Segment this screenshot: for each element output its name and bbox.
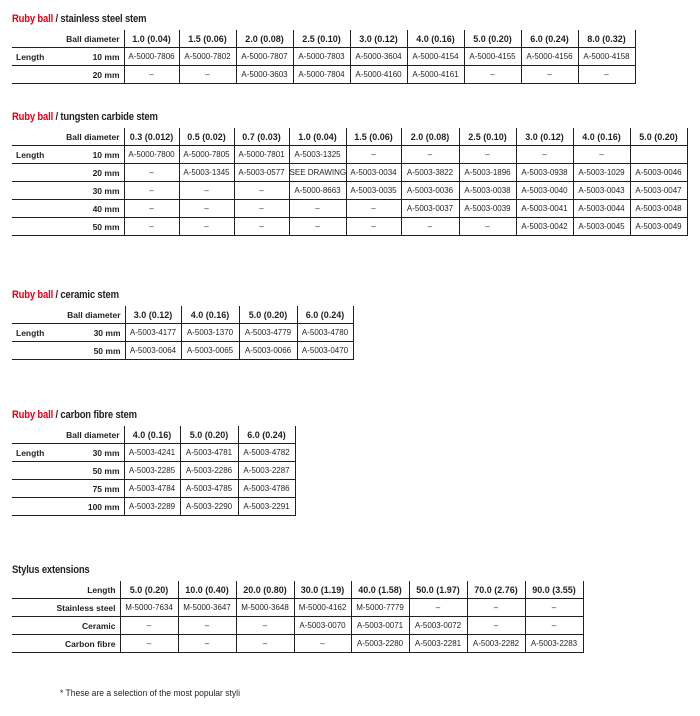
part-number-cell: A-5003-0038: [459, 182, 516, 200]
part-number-cell: A-5003-0938: [516, 164, 573, 182]
column-header: 1.0 (0.04): [289, 128, 346, 146]
column-header: 1.5 (0.06): [179, 30, 236, 48]
length-label: [12, 342, 58, 360]
part-number-cell: –: [179, 66, 236, 84]
part-number-cell: –: [467, 617, 525, 635]
length-label: Length: [12, 146, 58, 164]
length-label: [12, 218, 58, 236]
column-header: 3.0 (0.12): [350, 30, 407, 48]
row-length: 30 mm: [58, 182, 124, 200]
part-number-cell: M-5000-4162: [294, 599, 351, 617]
part-number-cell: A-5000-8663: [289, 182, 346, 200]
part-number-cell: A-5000-7806: [124, 48, 179, 66]
table-row: [12, 182, 687, 200]
part-number-cell: –: [234, 182, 289, 200]
part-number-cell: A-5003-0043: [573, 182, 630, 200]
row-length: 10 mm: [58, 48, 124, 66]
table-row: [12, 48, 635, 66]
column-header: 4.0 (0.16): [407, 30, 464, 48]
row-length: 100 mm: [58, 498, 124, 516]
length-label: [12, 480, 58, 498]
row-length: 30 mm: [58, 324, 125, 342]
part-number-cell: A-5003-2282: [467, 635, 525, 653]
column-header: 0.7 (0.03): [234, 128, 289, 146]
part-number-cell: A-5000-7803: [293, 48, 350, 66]
column-header: 2.0 (0.08): [401, 128, 459, 146]
part-number-cell: –: [578, 66, 635, 84]
part-number-cell: A-5003-4779: [239, 324, 297, 342]
title-highlight: Ruby ball: [12, 13, 54, 25]
part-number-cell: A-5003-0039: [459, 200, 516, 218]
section-title: Stylus extensions: [12, 564, 90, 576]
part-number-cell: –: [525, 617, 583, 635]
corner-label: Ball diameter: [66, 33, 120, 44]
column-header: 4.0 (0.16): [573, 128, 630, 146]
part-number-cell: –: [178, 635, 236, 653]
title-highlight: Ruby ball: [12, 111, 54, 123]
part-number-cell: –: [178, 617, 236, 635]
part-number-cell: A-5000-7805: [179, 146, 234, 164]
part-number-cell: A-5003-4241: [124, 444, 180, 462]
part-number-cell: M-5000-7634: [120, 599, 178, 617]
part-number-cell: A-5003-0071: [351, 617, 409, 635]
table-row: [12, 218, 687, 236]
part-number-cell: A-5003-2289: [124, 498, 180, 516]
part-number-cell: A-5000-4160: [350, 66, 407, 84]
header-row: [12, 426, 295, 444]
row-length: 20 mm: [58, 164, 124, 182]
table-row: [12, 617, 583, 635]
length-label: Length: [12, 48, 58, 66]
column-header: 4.0 (0.16): [181, 306, 239, 324]
parts-table: [12, 128, 688, 236]
part-number-cell: A-5003-4785: [180, 480, 238, 498]
part-number-cell: –: [573, 146, 630, 164]
row-length: 10 mm: [58, 146, 124, 164]
length-label: [12, 66, 58, 84]
part-number-cell: A-5003-0066: [239, 342, 297, 360]
column-header: 50.0 (1.97): [409, 581, 467, 599]
part-number-cell: –: [294, 635, 351, 653]
column-header: 6.0 (0.24): [238, 426, 295, 444]
part-number-cell: –: [120, 617, 178, 635]
row-length: 50 mm: [58, 462, 124, 480]
part-number-cell: –: [234, 218, 289, 236]
part-number-cell: A-5003-0040: [516, 182, 573, 200]
column-header: 0.3 (0.012): [124, 128, 179, 146]
table-row: [12, 480, 295, 498]
part-number-cell: A-5000-7804: [293, 66, 350, 84]
part-number-cell: –: [459, 146, 516, 164]
column-header: 5.0 (0.20): [180, 426, 238, 444]
part-number-cell: –: [464, 66, 521, 84]
part-number-cell: M-5000-3648: [236, 599, 294, 617]
part-number-cell: –: [289, 200, 346, 218]
part-number-cell: A-5003-0048: [630, 200, 687, 218]
column-header: 4.0 (0.16): [124, 426, 180, 444]
part-number-cell: SEE DRAWING: [289, 164, 346, 182]
part-number-cell: A-5003-0037: [401, 200, 459, 218]
section-ruby-ceramic: [12, 289, 354, 360]
row-length: Stainless steel: [12, 599, 120, 617]
part-number-cell: –: [179, 182, 234, 200]
table-row: [12, 462, 295, 480]
part-number-cell: –: [346, 218, 401, 236]
part-number-cell: A-5003-0070: [294, 617, 351, 635]
header-row: [12, 30, 635, 48]
part-number-cell: A-5003-1345: [179, 164, 234, 182]
table-row: [12, 66, 635, 84]
section-title: [12, 408, 256, 422]
part-number-cell: A-5003-4781: [180, 444, 238, 462]
title-rest: / ceramic stem: [53, 289, 119, 301]
table-row: [12, 342, 353, 360]
part-number-cell: A-5003-4780: [297, 324, 353, 342]
part-number-cell: A-5000-4154: [407, 48, 464, 66]
part-number-cell: A-5003-1029: [573, 164, 630, 182]
part-number-cell: –: [124, 164, 179, 182]
column-header: 30.0 (1.19): [294, 581, 351, 599]
part-number-cell: –: [179, 218, 234, 236]
part-number-cell: A-5000-7802: [179, 48, 236, 66]
part-number-cell: A-5003-1896: [459, 164, 516, 182]
part-number-cell: A-5003-0577: [234, 164, 289, 182]
row-length: 20 mm: [58, 66, 124, 84]
part-number-cell: –: [236, 635, 294, 653]
section-title: [12, 110, 593, 124]
header-row: [12, 128, 687, 146]
part-number-cell: A-5000-7807: [236, 48, 293, 66]
corner-label: Ball diameter: [66, 131, 120, 142]
part-number-cell: –: [401, 218, 459, 236]
part-number-cell: –: [401, 146, 459, 164]
part-number-cell: A-5003-0041: [516, 200, 573, 218]
table-row: [12, 146, 687, 164]
part-number-cell: –: [234, 200, 289, 218]
section-extensions: [12, 564, 584, 653]
column-header: 90.0 (3.55): [525, 581, 583, 599]
column-header: 5.0 (0.20): [464, 30, 521, 48]
header-row: [12, 306, 353, 324]
length-label: [12, 164, 58, 182]
row-length: Carbon fibre: [12, 635, 120, 653]
row-length: 40 mm: [58, 200, 124, 218]
column-header: 6.0 (0.24): [521, 30, 578, 48]
part-number-cell: A-5000-4156: [521, 48, 578, 66]
part-number-cell: A-5003-0072: [409, 617, 467, 635]
length-label: Length: [12, 444, 58, 462]
part-number-cell: A-5003-1370: [181, 324, 239, 342]
column-header: 70.0 (2.76): [467, 581, 525, 599]
part-number-cell: –: [346, 200, 401, 218]
part-number-cell: A-5003-0044: [573, 200, 630, 218]
title-highlight: Ruby ball: [12, 289, 54, 301]
part-number-cell: –: [525, 599, 583, 617]
row-length: 75 mm: [58, 480, 124, 498]
column-header: 2.5 (0.10): [293, 30, 350, 48]
part-number-cell: A-5003-0035: [346, 182, 401, 200]
part-number-cell: A-5003-0042: [516, 218, 573, 236]
table-row: [12, 635, 583, 653]
parts-table: [12, 581, 584, 653]
title-rest: / stainless steel stem: [53, 13, 147, 25]
part-number-cell: –: [289, 218, 346, 236]
part-number-cell: A-5003-2281: [409, 635, 467, 653]
part-number-cell: A-5003-1325: [289, 146, 346, 164]
table-row: [12, 599, 583, 617]
part-number-cell: A-5003-2283: [525, 635, 583, 653]
column-header: 1.0 (0.04): [124, 30, 179, 48]
part-number-cell: A-5003-0034: [346, 164, 401, 182]
column-header: 5.0 (0.20): [239, 306, 297, 324]
part-number-cell: –: [521, 66, 578, 84]
part-number-cell: –: [409, 599, 467, 617]
part-number-cell: A-5003-0045: [573, 218, 630, 236]
part-number-cell: A-5003-0049: [630, 218, 687, 236]
parts-table: [12, 306, 354, 360]
part-number-cell: [630, 146, 687, 164]
part-number-cell: A-5003-0065: [181, 342, 239, 360]
part-number-cell: A-5003-0470: [297, 342, 353, 360]
column-header: 3.0 (0.12): [125, 306, 181, 324]
part-number-cell: –: [346, 146, 401, 164]
part-number-cell: A-5000-3604: [350, 48, 407, 66]
title-highlight: Ruby ball: [12, 409, 54, 421]
part-number-cell: A-5000-3603: [236, 66, 293, 84]
length-label: [12, 182, 58, 200]
part-number-cell: –: [120, 635, 178, 653]
part-number-cell: A-5003-2280: [351, 635, 409, 653]
part-number-cell: A-5003-2286: [180, 462, 238, 480]
section-title: [12, 288, 306, 302]
part-number-cell: –: [467, 599, 525, 617]
part-number-cell: –: [124, 218, 179, 236]
title-rest: / tungsten carbide stem: [53, 111, 158, 123]
column-header: 3.0 (0.12): [516, 128, 573, 146]
column-header: 0.5 (0.02): [179, 128, 234, 146]
part-number-cell: –: [459, 218, 516, 236]
column-header: 40.0 (1.58): [351, 581, 409, 599]
part-number-cell: A-5003-2287: [238, 462, 295, 480]
corner-label: Ball diameter: [66, 429, 120, 440]
part-number-cell: –: [236, 617, 294, 635]
part-number-cell: A-5000-7801: [234, 146, 289, 164]
section-ruby-tungsten: [12, 111, 688, 236]
part-number-cell: M-5000-7779: [351, 599, 409, 617]
length-label: [12, 462, 58, 480]
part-number-cell: A-5003-0046: [630, 164, 687, 182]
length-label: [12, 200, 58, 218]
corner-label: Length: [87, 584, 116, 595]
column-header: 2.0 (0.08): [236, 30, 293, 48]
row-length: 50 mm: [58, 342, 125, 360]
part-number-cell: –: [124, 182, 179, 200]
column-header: 6.0 (0.24): [297, 306, 353, 324]
section-ruby-steel: [12, 13, 636, 84]
row-length: 50 mm: [58, 218, 124, 236]
column-header: 5.0 (0.20): [120, 581, 178, 599]
column-header: 5.0 (0.20): [630, 128, 687, 146]
length-label: Length: [12, 324, 58, 342]
part-number-cell: A-5003-2291: [238, 498, 295, 516]
column-header: 20.0 (0.80): [236, 581, 294, 599]
row-length: 30 mm: [58, 444, 124, 462]
part-number-cell: A-5000-4161: [407, 66, 464, 84]
part-number-cell: A-5003-0064: [125, 342, 181, 360]
part-number-cell: A-5003-4786: [238, 480, 295, 498]
table-row: [12, 444, 295, 462]
section-ruby-carbon: [12, 409, 296, 516]
table-row: [12, 164, 687, 182]
part-number-cell: –: [124, 66, 179, 84]
part-number-cell: A-5003-4177: [125, 324, 181, 342]
title-rest: / carbon fibre stem: [53, 409, 137, 421]
table-row: [12, 498, 295, 516]
parts-table: [12, 426, 296, 516]
part-number-cell: A-5000-4158: [578, 48, 635, 66]
part-number-cell: A-5000-7800: [124, 146, 179, 164]
part-number-cell: A-5003-0036: [401, 182, 459, 200]
part-number-cell: A-5003-4782: [238, 444, 295, 462]
table-row: [12, 200, 687, 218]
part-number-cell: A-5003-2290: [180, 498, 238, 516]
header-row: [12, 581, 583, 599]
section-title: [12, 12, 548, 26]
part-number-cell: –: [179, 200, 234, 218]
column-header: 8.0 (0.32): [578, 30, 635, 48]
part-number-cell: A-5003-0047: [630, 182, 687, 200]
length-label: [12, 498, 58, 516]
row-length: Ceramic: [12, 617, 120, 635]
part-number-cell: A-5000-4155: [464, 48, 521, 66]
part-number-cell: A-5003-2285: [124, 462, 180, 480]
corner-label: Ball diameter: [67, 309, 121, 320]
part-number-cell: –: [124, 200, 179, 218]
part-number-cell: M-5000-3647: [178, 599, 236, 617]
part-number-cell: A-5003-3822: [401, 164, 459, 182]
column-header: 10.0 (0.40): [178, 581, 236, 599]
part-number-cell: A-5003-4784: [124, 480, 180, 498]
column-header: 2.5 (0.10): [459, 128, 516, 146]
table-row: [12, 324, 353, 342]
column-header: 1.5 (0.06): [346, 128, 401, 146]
parts-table: [12, 30, 636, 84]
part-number-cell: –: [516, 146, 573, 164]
footnote: * These are a selection of the most popular styli: [60, 688, 240, 698]
